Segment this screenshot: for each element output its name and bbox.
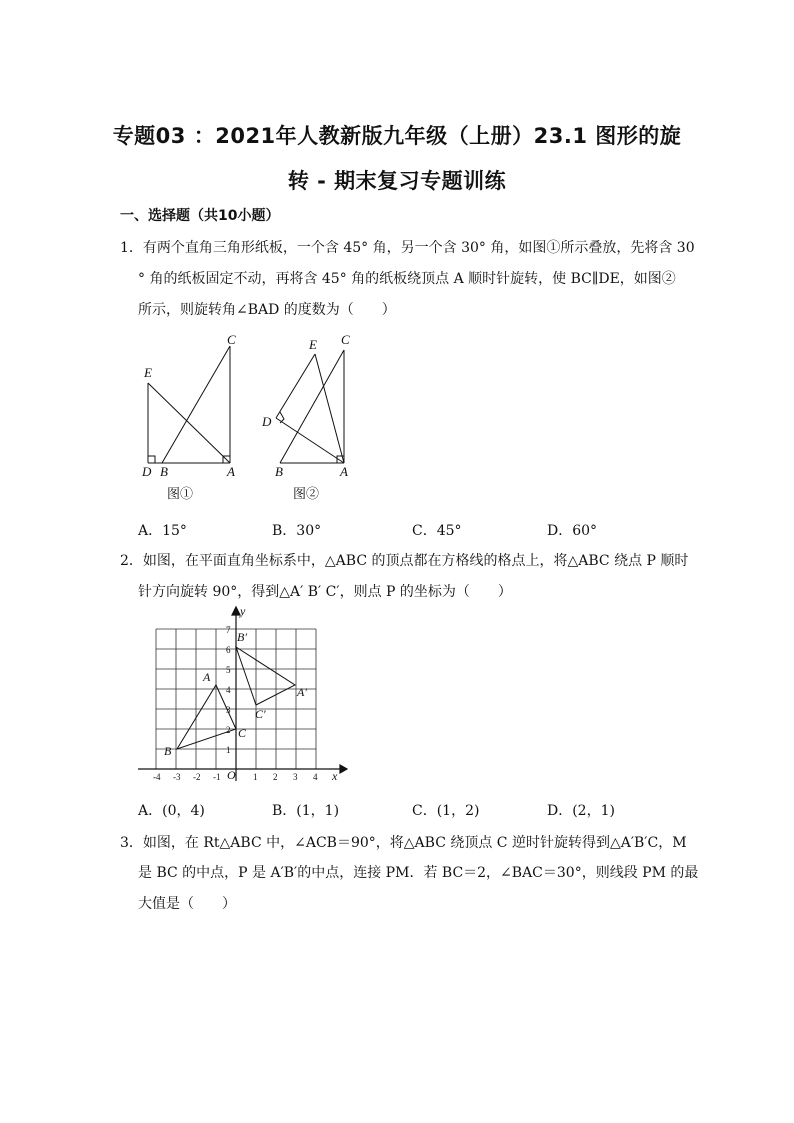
q1-text-line1: 1．有两个直角三角形纸板，一个含 45° 角，另一个含 30° 角，如图①所示叠放，先将含 30 (120, 240, 695, 256)
fig1-label-b: B (160, 464, 168, 479)
q2-text-line1: 2．如图，在平面直角坐标系中，△ABC 的顶点都在方格线的格点上，将△ABC 绕点 P 顺时 (120, 553, 689, 569)
fig2-label-e: E (309, 337, 317, 352)
page-title-line1: 专题03 ：2021年人教新版九年级（上册）23.1 图形的旋 (112, 124, 682, 148)
q2-text-line2: 针方向旋转 90°，得到△A′ B′ C′，则点 P 的坐标为（ ） (138, 584, 512, 600)
fig2-label-d: D (262, 414, 272, 429)
q2-option-a: A．(0，4) (138, 803, 205, 819)
q1-option-c: C．45° (412, 523, 462, 539)
q3-text-line1: 3．如图，在 Rt△ABC 中，∠ACB＝90°，将△ABC 绕顶点 C 逆时针旋转得到△A′B′C，M (120, 835, 687, 851)
triangle-a1b1c1 (236, 647, 295, 705)
fig2-label-b: B (275, 464, 283, 479)
q2-option-c: C．(1，2) (412, 803, 480, 819)
fig1-label-d: D (142, 464, 152, 479)
x-tick-label: 4 (313, 772, 318, 782)
q3-text-line3: 大值是（ ） (138, 896, 236, 912)
y-tick-label: 7 (226, 625, 231, 635)
y-axis-arrow-icon (232, 607, 240, 615)
fig1-right-angle-d (148, 456, 155, 463)
q2-option-b: B．(1，1) (272, 803, 340, 819)
q1-option-a: A．15° (138, 523, 187, 539)
x-tick-label: 2 (273, 772, 278, 782)
x-tick-label: -1 (213, 772, 221, 782)
x-tick-label: 1 (253, 772, 258, 782)
section-heading: 一、选择题（共10小题） (120, 208, 280, 224)
y-tick-label: 4 (226, 685, 231, 695)
fig2-caption: 图② (293, 486, 320, 501)
x-tick-label: 3 (293, 772, 298, 782)
q2-coordinate-graph (138, 605, 348, 785)
q1-text-line2: ° 角的纸板固定不动，再将含 45° 角的纸板绕顶点 A 顺时针旋转，使 BC∥DE，如图② (138, 271, 676, 287)
y-tick-label: 1 (226, 745, 231, 755)
y-tick-labels (226, 625, 231, 755)
fig2-segment-ed (276, 354, 315, 418)
x-tick-labels (153, 768, 318, 782)
x-axis-arrow-icon (340, 765, 347, 773)
q1-figure-2 (262, 330, 372, 510)
q3-text-line2: 是 BC 的中点，P 是 A′B′的中点，连接 PM．若 BC＝2，∠BAC＝30°，则线段 PM 的最 (138, 865, 699, 881)
y-tick-label: 5 (226, 665, 231, 675)
point-label-c: C (238, 726, 247, 740)
fig1-segment-ea (148, 383, 230, 463)
point-label-b-prime: B′ (237, 630, 247, 644)
fig2-label-c: C (341, 332, 350, 347)
point-label-c-prime: C′ (255, 707, 266, 721)
q2-option-d: D．(2，1) (547, 803, 615, 819)
fig1-label-a: A (227, 464, 235, 479)
page-title-line2: 转 - 期末复习专题训练 (287, 169, 507, 193)
point-label-b: B (164, 744, 172, 758)
q1-text-line3: 所示，则旋转角∠BAD 的度数为（ ） (138, 302, 396, 318)
y-axis-label: y (240, 605, 246, 618)
point-label-a-prime: A′ (297, 685, 307, 699)
x-axis-label: x (332, 769, 338, 783)
fig1-label-e: E (144, 365, 152, 380)
y-tick-label: 2 (226, 725, 231, 735)
q1-option-d: D．60° (547, 523, 598, 539)
y-tick-label: 6 (226, 645, 231, 655)
fig1-label-c: C (227, 332, 236, 347)
fig1-caption: 图① (167, 486, 194, 501)
x-tick-label: -3 (173, 772, 181, 782)
fig2-label-a: A (340, 464, 348, 479)
x-tick-label: O (227, 768, 236, 782)
q1-option-b: B．30° (272, 523, 322, 539)
y-tick-label: 3 (226, 705, 231, 715)
fig2-segment-bc (280, 350, 344, 463)
q1-figure-1 (130, 330, 250, 510)
point-label-a: A (203, 670, 211, 684)
fig1-segment-cb (162, 346, 230, 463)
x-tick-label: -4 (153, 772, 161, 782)
x-tick-label: -2 (193, 772, 201, 782)
